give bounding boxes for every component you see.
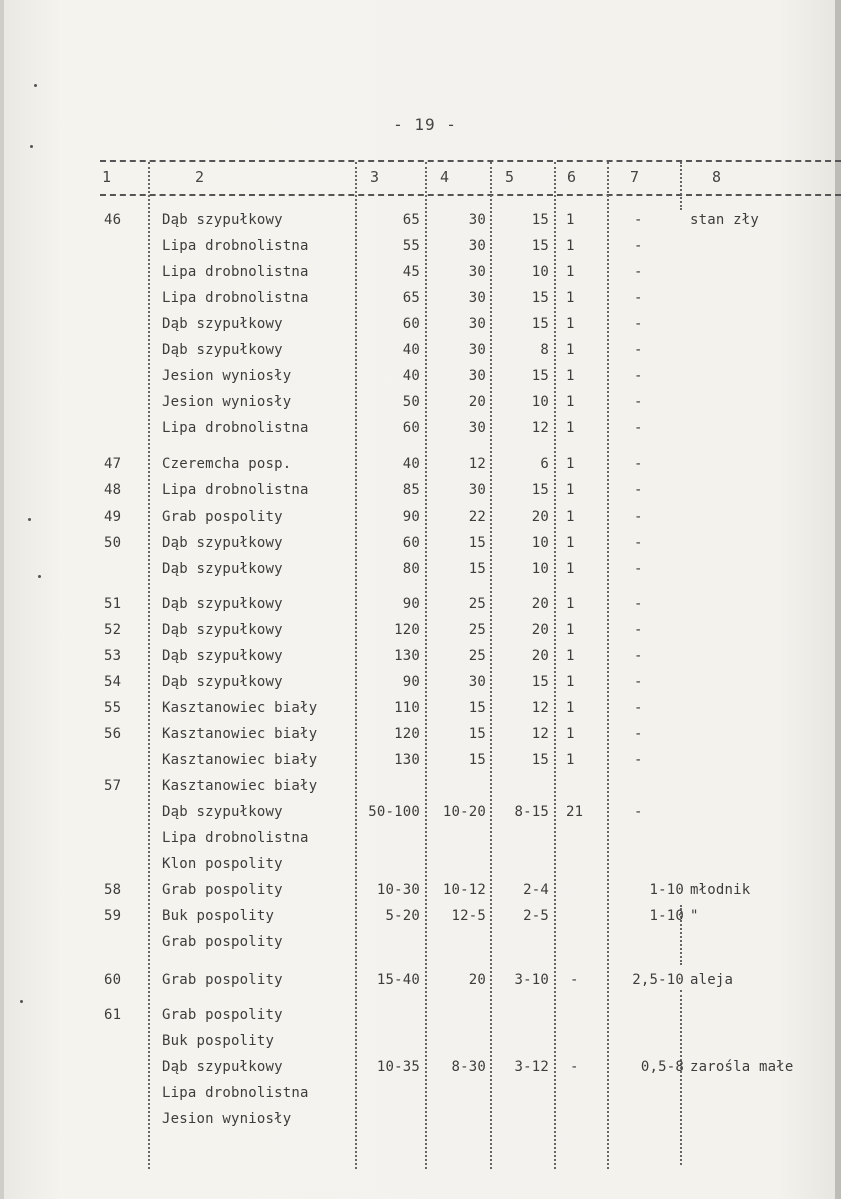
cell-col-3: 40 <box>402 368 420 384</box>
cell-col-7: - <box>634 674 643 690</box>
cell-col-6: 1 <box>566 648 575 664</box>
cell-item-no: 54 <box>104 674 122 690</box>
cell-species: Czeremcha posp. <box>162 456 292 472</box>
cell-species: Kasztanowiec biały <box>162 726 318 742</box>
cell-col-6: - <box>570 972 579 988</box>
cell-col-7: - <box>634 456 643 472</box>
cell-col-7: - <box>634 212 643 228</box>
cell-col-6: 1 <box>566 700 575 716</box>
cell-col-7: - <box>634 394 643 410</box>
header-col-3: 3 <box>370 168 380 186</box>
cell-col-3: 90 <box>402 596 420 612</box>
cell-col-4: 10-12 <box>442 882 486 898</box>
cell-item-no: 55 <box>104 700 122 716</box>
cell-col-4: 15 <box>468 726 486 742</box>
cell-col-4: 20 <box>468 394 486 410</box>
cell-col-6: 1 <box>566 394 575 410</box>
cell-item-no: 46 <box>104 212 122 228</box>
speck <box>28 518 31 521</box>
cell-col-6: 21 <box>566 804 584 820</box>
cell-col-6: 1 <box>566 535 575 551</box>
cell-col-3: 85 <box>402 482 420 498</box>
cell-col-7: - <box>634 561 643 577</box>
cell-col-6: 1 <box>566 622 575 638</box>
cell-species: Dąb szypułkowy <box>162 342 283 358</box>
cell-col-4: 30 <box>468 264 486 280</box>
cell-col-3: 60 <box>402 316 420 332</box>
cell-col-4: 30 <box>468 290 486 306</box>
cell-col-3: 90 <box>402 674 420 690</box>
cell-item-no: 52 <box>104 622 122 638</box>
cell-species: Dąb szypułkowy <box>162 804 283 820</box>
cell-col-5: 20 <box>531 596 549 612</box>
cell-col-3: 120 <box>394 622 420 638</box>
cell-species: Lipa drobnolistna <box>162 238 309 254</box>
cell-col-3: 65 <box>402 290 420 306</box>
cell-species: Dąb szypułkowy <box>162 622 283 638</box>
cell-species: Lipa drobnolistna <box>162 830 309 846</box>
cell-species: Buk pospolity <box>162 1033 275 1049</box>
cell-col-4: 15 <box>468 700 486 716</box>
cell-col-5: 15 <box>531 238 549 254</box>
cell-col-5: 10 <box>531 561 549 577</box>
cell-col-5: 20 <box>531 622 549 638</box>
cell-species: Jesion wyniosły <box>162 394 292 410</box>
cell-col-4: 20 <box>468 972 486 988</box>
cell-col-3: 55 <box>402 238 420 254</box>
cell-col-4: 12-5 <box>451 908 486 924</box>
cell-item-no: 48 <box>104 482 122 498</box>
cell-col-4: 25 <box>468 596 486 612</box>
cell-species: Dąb szypułkowy <box>162 596 283 612</box>
cell-col-3: 45 <box>402 264 420 280</box>
cell-col-4: 15 <box>468 535 486 551</box>
cell-col-4: 12 <box>468 456 486 472</box>
cell-col-5: 10 <box>531 535 549 551</box>
cell-col-7: - <box>634 700 643 716</box>
cell-col-5: 8-15 <box>514 804 549 820</box>
cell-col-5: 15 <box>531 674 549 690</box>
cell-species: Dąb szypułkowy <box>162 212 283 228</box>
cell-col-7: - <box>634 420 643 436</box>
column-divider <box>425 162 427 1169</box>
column-divider <box>148 162 150 1169</box>
cell-remarks: " <box>690 908 699 924</box>
cell-col-3: 60 <box>402 420 420 436</box>
cell-col-4: 30 <box>468 482 486 498</box>
cell-col-5: 3-10 <box>514 972 549 988</box>
column-divider <box>680 990 682 1165</box>
cell-col-7: 2,5-10 <box>632 972 684 988</box>
cell-item-no: 57 <box>104 778 122 794</box>
cell-col-7: - <box>634 264 643 280</box>
cell-col-5: 2-5 <box>523 908 549 924</box>
table-top-rule <box>100 160 841 162</box>
cell-col-4: 8-30 <box>451 1059 486 1075</box>
cell-col-4: 30 <box>468 342 486 358</box>
cell-col-3: 15-40 <box>376 972 420 988</box>
cell-col-7: - <box>634 509 643 525</box>
cell-species: Grab pospolity <box>162 509 283 525</box>
cell-item-no: 60 <box>104 972 122 988</box>
cell-item-no: 61 <box>104 1007 122 1023</box>
cell-col-7: - <box>634 316 643 332</box>
cell-species: Jesion wyniosły <box>162 1111 292 1127</box>
header-col-8: 8 <box>712 168 722 186</box>
page-edge-right <box>835 0 841 1199</box>
cell-col-6: 1 <box>566 561 575 577</box>
cell-col-7: - <box>634 752 643 768</box>
cell-col-3: 65 <box>402 212 420 228</box>
cell-species: Lipa drobnolistna <box>162 482 309 498</box>
cell-item-no: 56 <box>104 726 122 742</box>
cell-col-3: 130 <box>394 752 420 768</box>
cell-col-7: - <box>634 368 643 384</box>
column-divider <box>680 162 682 210</box>
speck <box>20 1000 23 1003</box>
cell-col-3: 90 <box>402 509 420 525</box>
cell-col-7: - <box>634 622 643 638</box>
cell-col-6: 1 <box>566 264 575 280</box>
cell-col-6: 1 <box>566 290 575 306</box>
cell-col-6: 1 <box>566 726 575 742</box>
cell-item-no: 53 <box>104 648 122 664</box>
cell-species: Dąb szypułkowy <box>162 561 283 577</box>
cell-item-no: 51 <box>104 596 122 612</box>
cell-species: Jesion wyniosły <box>162 368 292 384</box>
column-divider <box>554 162 556 1169</box>
page-edge-left <box>0 0 4 1199</box>
cell-col-6: 1 <box>566 342 575 358</box>
cell-col-5: 10 <box>531 264 549 280</box>
cell-remarks: aleja <box>690 972 734 988</box>
cell-species: Klon pospolity <box>162 856 283 872</box>
cell-col-6: 1 <box>566 212 575 228</box>
cell-species: Grab pospolity <box>162 934 283 950</box>
cell-species: Grab pospolity <box>162 882 283 898</box>
cell-species: Dąb szypułkowy <box>162 535 283 551</box>
cell-col-7: 1-10 <box>649 908 684 924</box>
cell-col-4: 15 <box>468 752 486 768</box>
cell-species: Kasztanowiec biały <box>162 778 318 794</box>
cell-col-3: 120 <box>394 726 420 742</box>
cell-col-6: 1 <box>566 482 575 498</box>
cell-col-5: 8 <box>540 342 549 358</box>
cell-col-6: 1 <box>566 316 575 332</box>
cell-col-5: 20 <box>531 648 549 664</box>
cell-col-4: 15 <box>468 561 486 577</box>
table-header-rule <box>100 194 841 196</box>
cell-col-6: 1 <box>566 674 575 690</box>
cell-col-7: 1-10 <box>649 882 684 898</box>
cell-col-5: 15 <box>531 290 549 306</box>
cell-item-no: 58 <box>104 882 122 898</box>
cell-species: Grab pospolity <box>162 1007 283 1023</box>
cell-col-7: - <box>634 238 643 254</box>
cell-col-6: 1 <box>566 238 575 254</box>
header-col-5: 5 <box>505 168 515 186</box>
cell-col-5: 3-12 <box>514 1059 549 1075</box>
page-number: - 19 - <box>393 115 457 134</box>
cell-col-6: 1 <box>566 420 575 436</box>
cell-col-5: 6 <box>540 456 549 472</box>
cell-species: Lipa drobnolistna <box>162 290 309 306</box>
cell-col-7: - <box>634 726 643 742</box>
cell-col-3: 5-20 <box>385 908 420 924</box>
header-col-2: 2 <box>195 168 205 186</box>
cell-species: Lipa drobnolistna <box>162 1085 309 1101</box>
cell-col-6: 1 <box>566 368 575 384</box>
cell-species: Dąb szypułkowy <box>162 316 283 332</box>
cell-col-3: 40 <box>402 342 420 358</box>
column-divider <box>490 162 492 1169</box>
column-divider <box>607 162 609 1169</box>
cell-col-4: 30 <box>468 674 486 690</box>
cell-species: Lipa drobnolistna <box>162 264 309 280</box>
cell-col-5: 15 <box>531 752 549 768</box>
cell-item-no: 49 <box>104 509 122 525</box>
cell-col-4: 30 <box>468 316 486 332</box>
cell-col-4: 30 <box>468 212 486 228</box>
cell-col-3: 110 <box>394 700 420 716</box>
cell-col-3: 50 <box>402 394 420 410</box>
cell-col-4: 22 <box>468 509 486 525</box>
cell-col-5: 10 <box>531 394 549 410</box>
cell-col-6: 1 <box>566 752 575 768</box>
cell-col-3: 80 <box>402 561 420 577</box>
cell-col-7: - <box>634 596 643 612</box>
cell-col-5: 20 <box>531 509 549 525</box>
cell-col-7: - <box>634 342 643 358</box>
cell-col-4: 25 <box>468 648 486 664</box>
cell-species: Dąb szypułkowy <box>162 648 283 664</box>
cell-col-5: 15 <box>531 212 549 228</box>
cell-col-4: 30 <box>468 420 486 436</box>
cell-col-3: 40 <box>402 456 420 472</box>
cell-species: Dąb szypułkowy <box>162 674 283 690</box>
speck <box>34 84 37 87</box>
cell-col-5: 12 <box>531 700 549 716</box>
cell-col-3: 130 <box>394 648 420 664</box>
cell-species: Grab pospolity <box>162 972 283 988</box>
cell-col-4: 30 <box>468 368 486 384</box>
header-col-6: 6 <box>567 168 577 186</box>
cell-species: Dąb szypułkowy <box>162 1059 283 1075</box>
cell-col-6: 1 <box>566 456 575 472</box>
speck <box>30 145 33 148</box>
speck <box>38 575 41 578</box>
cell-col-5: 15 <box>531 316 549 332</box>
cell-item-no: 59 <box>104 908 122 924</box>
cell-col-3: 50-100 <box>368 804 420 820</box>
cell-col-4: 30 <box>468 238 486 254</box>
cell-col-7: - <box>634 804 643 820</box>
cell-species: Buk pospolity <box>162 908 275 924</box>
cell-col-4: 25 <box>468 622 486 638</box>
header-col-7: 7 <box>630 168 640 186</box>
cell-species: Lipa drobnolistna <box>162 420 309 436</box>
cell-col-7: 0,5-8 <box>640 1059 684 1075</box>
cell-col-7: - <box>634 290 643 306</box>
cell-species: Kasztanowiec biały <box>162 752 318 768</box>
cell-species: Kasztanowiec biały <box>162 700 318 716</box>
cell-col-5: 2-4 <box>523 882 549 898</box>
cell-col-6: 1 <box>566 509 575 525</box>
cell-col-3: 10-35 <box>376 1059 420 1075</box>
cell-col-3: 60 <box>402 535 420 551</box>
cell-col-7: - <box>634 648 643 664</box>
cell-col-7: - <box>634 535 643 551</box>
cell-col-6: - <box>570 1059 579 1075</box>
header-col-4: 4 <box>440 168 450 186</box>
cell-item-no: 47 <box>104 456 122 472</box>
cell-remarks: zarośla małe <box>690 1059 794 1075</box>
cell-col-7: - <box>634 482 643 498</box>
cell-col-5: 15 <box>531 482 549 498</box>
column-divider <box>355 162 357 1169</box>
header-col-1: 1 <box>102 168 112 186</box>
cell-col-6: 1 <box>566 596 575 612</box>
cell-col-5: 15 <box>531 368 549 384</box>
cell-item-no: 50 <box>104 535 122 551</box>
cell-col-5: 12 <box>531 420 549 436</box>
cell-remarks: młodnik <box>690 882 751 898</box>
cell-col-3: 10-30 <box>376 882 420 898</box>
cell-col-5: 12 <box>531 726 549 742</box>
cell-col-4: 10-20 <box>442 804 486 820</box>
cell-remarks: stan zły <box>690 212 760 228</box>
